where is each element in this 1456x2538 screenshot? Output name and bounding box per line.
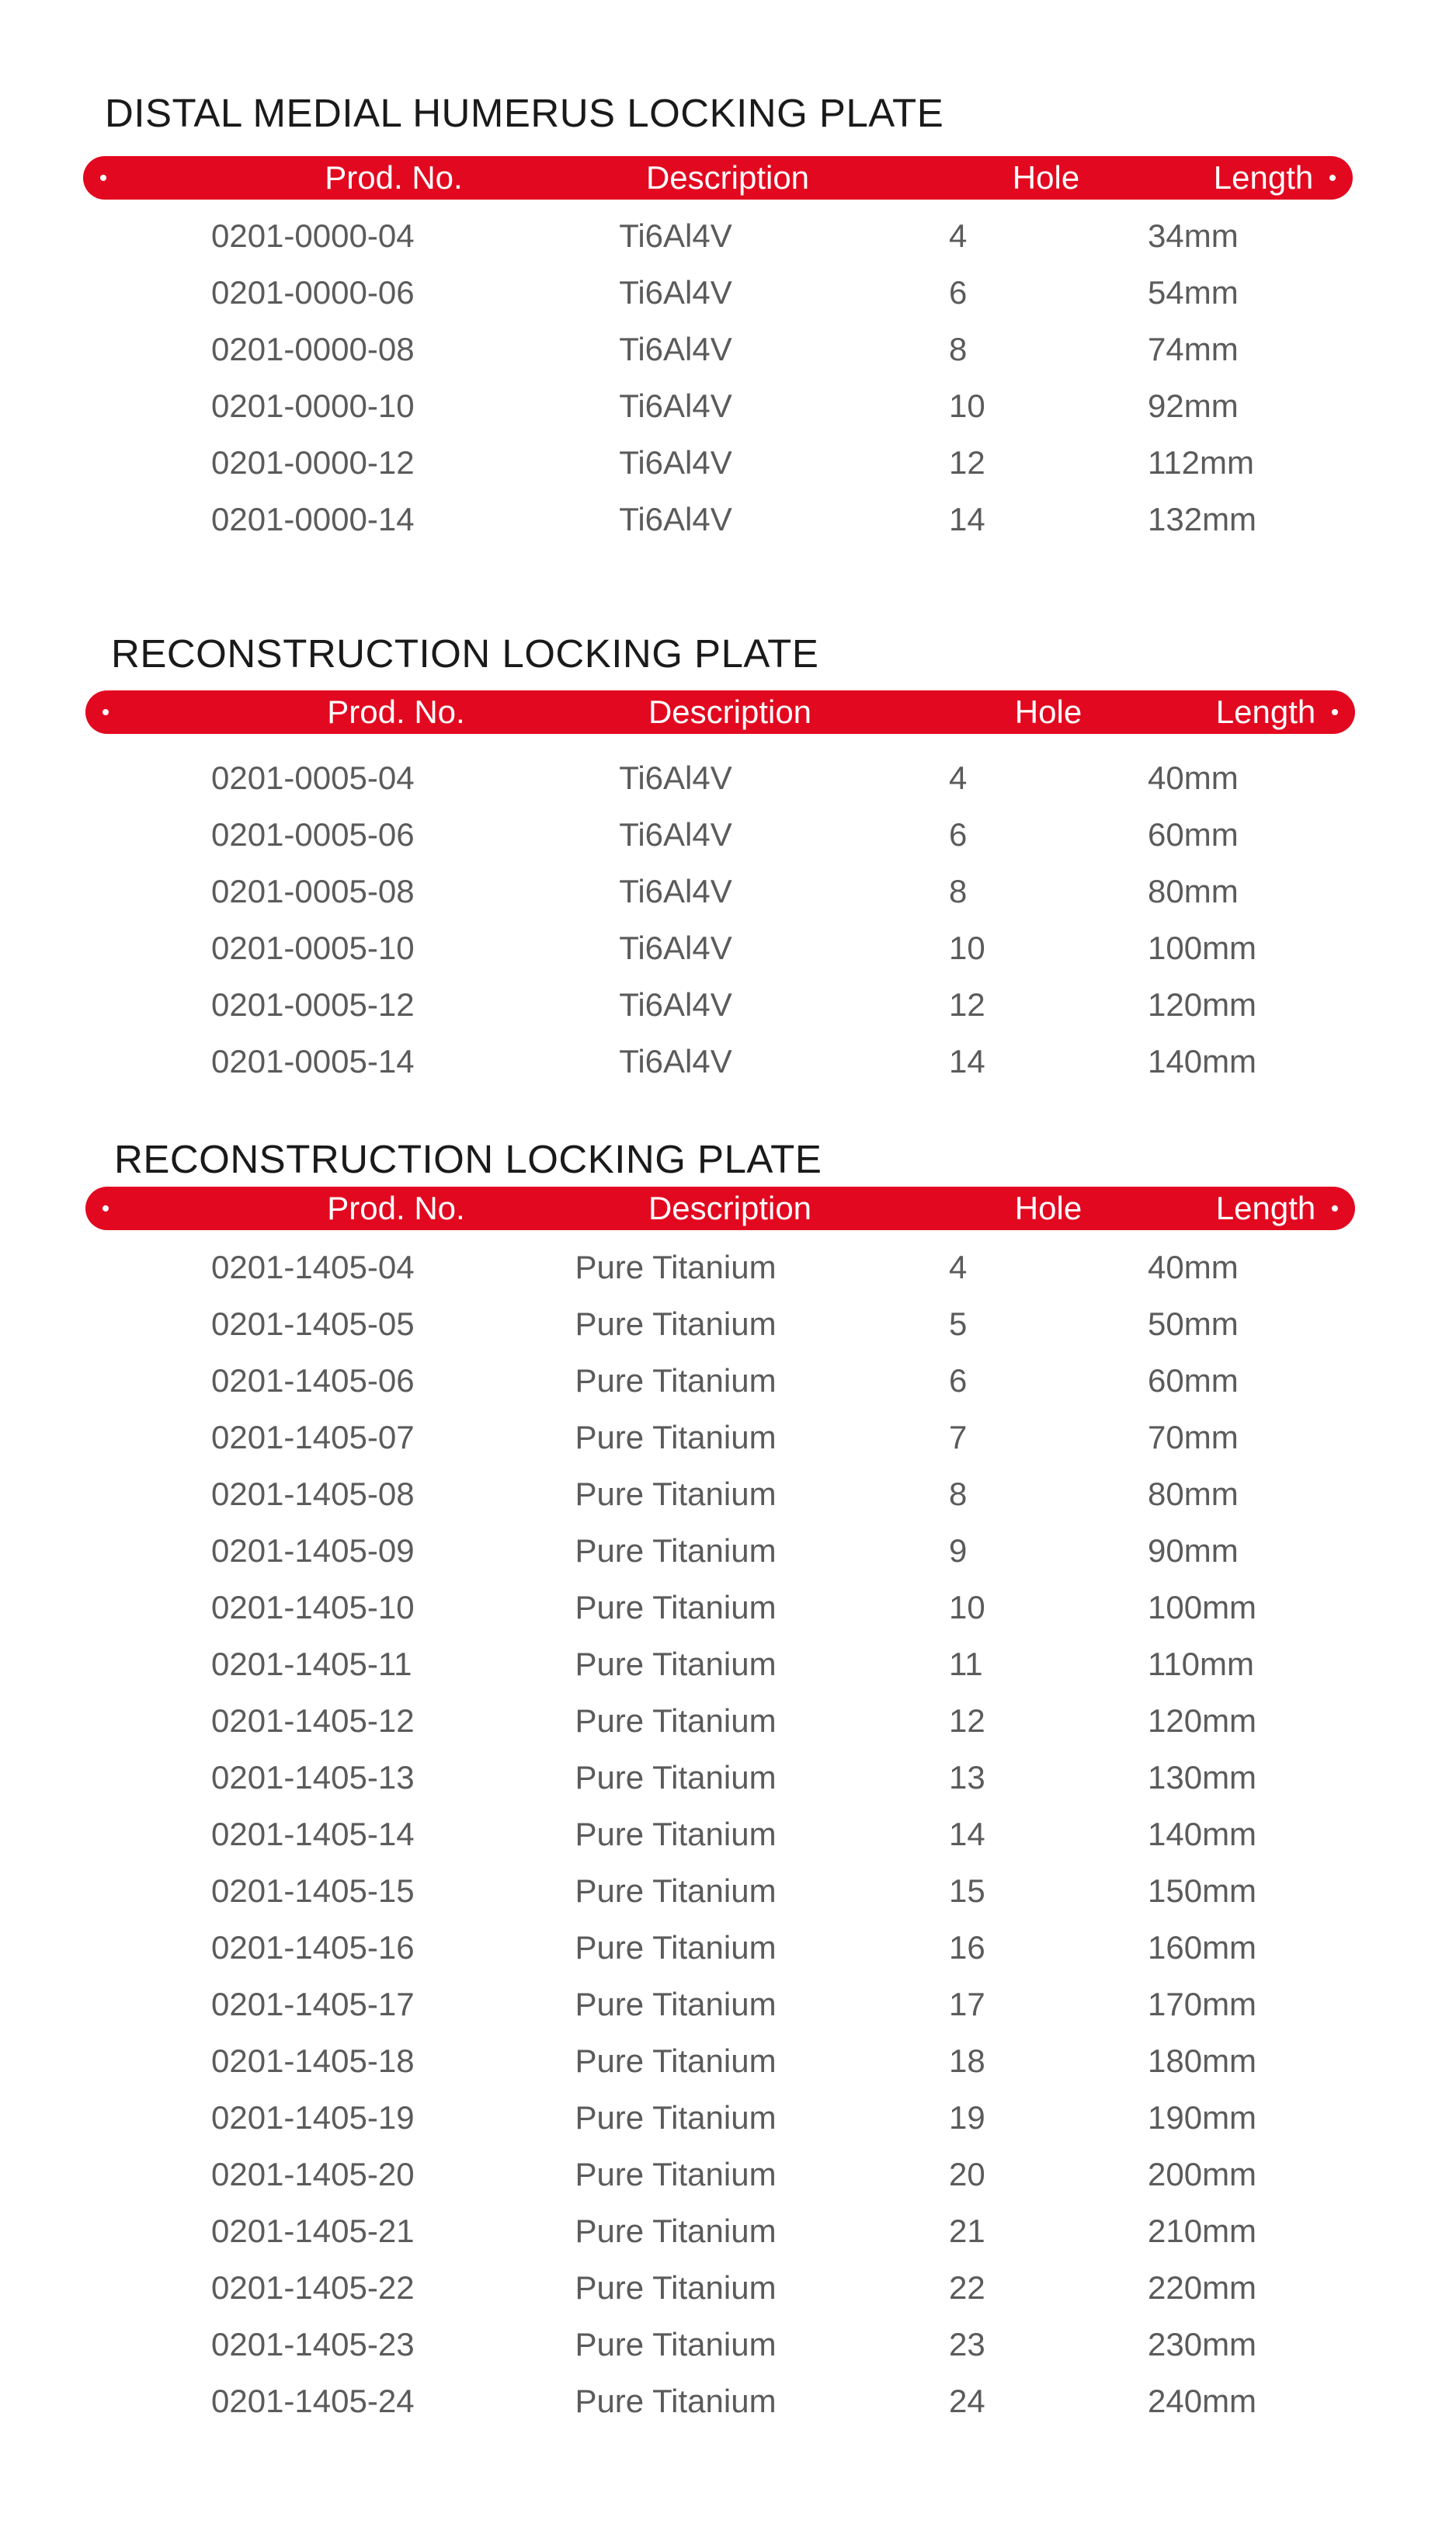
cell-prod-no: 0201-1405-24 (211, 2383, 415, 2419)
cell-description: Pure Titanium (575, 2043, 777, 2079)
table-row (0, 1976, 1456, 2032)
cell-prod-no: 0201-1405-07 (211, 1419, 415, 1455)
cell-prod-no: 0201-0005-04 (211, 760, 415, 796)
header-dot-right (1332, 709, 1338, 715)
table-header (85, 1187, 1355, 1230)
section-title: RECONSTRUCTION LOCKING PLATE (114, 1137, 822, 1181)
header-dot-left (103, 1205, 109, 1212)
cell-description: Ti6Al4V (619, 274, 732, 311)
table-row (0, 2259, 1456, 2316)
table-row (0, 1033, 1456, 1090)
cell-hole: 13 (949, 1759, 985, 1796)
section-title: RECONSTRUCTION LOCKING PLATE (111, 631, 819, 676)
cell-prod-no: 0201-0000-08 (211, 331, 415, 367)
cell-length: 150mm (1148, 1872, 1257, 1909)
cell-description: Pure Titanium (575, 2213, 777, 2249)
cell-length: 34mm (1148, 217, 1239, 254)
cell-prod-no: 0201-0005-08 (211, 873, 415, 909)
cell-length: 200mm (1148, 2156, 1257, 2192)
cell-hole: 10 (949, 388, 985, 424)
cell-hole: 11 (949, 1646, 983, 1682)
table-row (0, 1522, 1456, 1579)
cell-length: 54mm (1148, 274, 1239, 311)
cell-hole: 15 (949, 1872, 985, 1909)
cell-hole: 8 (949, 873, 968, 909)
cell-description: Pure Titanium (575, 1589, 777, 1625)
cell-hole: 16 (949, 1929, 985, 1966)
section-title: DISTAL MEDIAL HUMERUS LOCKING PLATE (105, 91, 944, 135)
header-dot-left (103, 709, 109, 715)
cell-prod-no: 0201-1405-19 (211, 2099, 415, 2136)
table-row (0, 2373, 1456, 2429)
cell-description: Ti6Al4V (619, 1043, 732, 1080)
cell-length: 80mm (1148, 873, 1239, 909)
cell-description: Pure Titanium (575, 1816, 777, 1852)
table-row (0, 1465, 1456, 1522)
header-description: Description (648, 694, 812, 730)
cell-prod-no: 0201-1405-23 (211, 2326, 415, 2362)
header-description: Description (648, 1190, 812, 1226)
cell-prod-no: 0201-1405-16 (211, 1929, 415, 1966)
table-row (0, 2316, 1456, 2373)
cell-hole: 5 (949, 1306, 968, 1342)
cell-prod-no: 0201-1405-17 (211, 1986, 415, 2022)
cell-length: 220mm (1148, 2269, 1257, 2306)
cell-length: 180mm (1148, 2043, 1257, 2079)
cell-prod-no: 0201-0005-14 (211, 1043, 415, 1080)
cell-prod-no: 0201-0005-06 (211, 816, 415, 853)
table-row (0, 264, 1456, 321)
cell-description: Pure Titanium (575, 1929, 777, 1966)
header-description: Description (645, 159, 810, 196)
cell-prod-no: 0201-1405-14 (211, 1816, 415, 1852)
table-row (0, 1352, 1456, 1409)
cell-hole: 9 (949, 1532, 968, 1569)
header-length: Length (1215, 1190, 1316, 1226)
cell-hole: 7 (949, 1419, 968, 1455)
cell-description: Pure Titanium (575, 1646, 777, 1682)
cell-description: Pure Titanium (575, 1476, 777, 1512)
cell-length: 130mm (1148, 1759, 1257, 1796)
cell-length: 100mm (1148, 930, 1257, 966)
header-dot-left (100, 175, 106, 181)
cell-prod-no: 0201-0000-14 (211, 501, 415, 537)
table-row (0, 434, 1456, 491)
table-row (0, 1409, 1456, 1465)
cell-prod-no: 0201-1405-20 (211, 2156, 415, 2192)
cell-prod-no: 0201-1405-21 (211, 2213, 415, 2249)
cell-hole: 18 (949, 2043, 985, 2079)
header-dot-right (1329, 175, 1336, 181)
cell-length: 92mm (1148, 388, 1239, 424)
cell-prod-no: 0201-1405-04 (211, 1249, 415, 1285)
cell-hole: 6 (949, 1362, 968, 1399)
cell-length: 80mm (1148, 1476, 1239, 1512)
cell-hole: 23 (949, 2326, 985, 2362)
header-prod-no: Prod. No. (325, 159, 463, 196)
cell-description: Ti6Al4V (619, 873, 732, 909)
table-row (0, 2089, 1456, 2146)
header-prod-no: Prod. No. (327, 1190, 465, 1226)
header-dot-right (1332, 1205, 1338, 1212)
cell-prod-no: 0201-0005-10 (211, 930, 415, 966)
cell-description: Ti6Al4V (619, 217, 732, 254)
cell-description: Ti6Al4V (619, 986, 732, 1023)
cell-length: 240mm (1148, 2383, 1257, 2419)
cell-hole: 17 (949, 1986, 985, 2022)
cell-length: 90mm (1148, 1532, 1239, 1569)
table-row (0, 1579, 1456, 1636)
cell-prod-no: 0201-1405-12 (211, 1702, 415, 1739)
cell-length: 40mm (1148, 760, 1239, 796)
header-prod-no: Prod. No. (327, 694, 465, 730)
table-row (0, 1295, 1456, 1352)
cell-description: Ti6Al4V (619, 816, 732, 853)
cell-length: 210mm (1148, 2213, 1257, 2249)
cell-hole: 14 (949, 501, 985, 537)
cell-length: 40mm (1148, 1249, 1239, 1285)
cell-description: Pure Titanium (575, 2326, 777, 2362)
cell-hole: 12 (949, 1702, 985, 1739)
cell-length: 120mm (1148, 1702, 1257, 1739)
cell-length: 110mm (1148, 1646, 1254, 1682)
cell-hole: 12 (949, 986, 985, 1023)
cell-description: Pure Titanium (575, 2156, 777, 2192)
cell-prod-no: 0201-0005-12 (211, 986, 415, 1023)
cell-hole: 14 (949, 1043, 985, 1080)
cell-length: 132mm (1148, 501, 1257, 537)
cell-hole: 14 (949, 1816, 985, 1852)
cell-length: 60mm (1148, 816, 1239, 853)
cell-hole: 4 (949, 1249, 968, 1285)
cell-hole: 4 (949, 760, 968, 796)
cell-description: Pure Titanium (575, 2383, 777, 2419)
cell-description: Pure Titanium (575, 1986, 777, 2022)
cell-length: 112mm (1148, 444, 1254, 481)
cell-description: Pure Titanium (575, 1759, 777, 1796)
cell-hole: 10 (949, 930, 985, 966)
cell-length: 100mm (1148, 1589, 1257, 1625)
cell-length: 170mm (1148, 1986, 1257, 2022)
cell-length: 190mm (1148, 2099, 1257, 2136)
header-hole: Hole (1014, 694, 1082, 730)
table-row (0, 2146, 1456, 2202)
table-row (0, 321, 1456, 377)
cell-description: Pure Titanium (575, 1532, 777, 1569)
table-row (0, 1239, 1456, 1295)
cell-hole: 10 (949, 1589, 985, 1625)
cell-prod-no: 0201-1405-15 (211, 1872, 415, 1909)
cell-hole: 6 (949, 274, 968, 311)
cell-hole: 21 (949, 2213, 985, 2249)
cell-description: Pure Titanium (575, 1362, 777, 1399)
cell-description: Ti6Al4V (619, 501, 732, 537)
cell-hole: 24 (949, 2383, 985, 2419)
table-row (0, 806, 1456, 863)
cell-hole: 8 (949, 1476, 968, 1512)
table-header (83, 156, 1353, 200)
table-row (0, 1749, 1456, 1806)
cell-prod-no: 0201-1405-05 (211, 1306, 415, 1342)
cell-length: 140mm (1148, 1816, 1257, 1852)
table-row (0, 207, 1456, 264)
cell-length: 140mm (1148, 1043, 1257, 1080)
cell-length: 70mm (1148, 1419, 1239, 1455)
table-row (0, 1919, 1456, 1976)
cell-prod-no: 0201-1405-09 (211, 1532, 415, 1569)
cell-description: Ti6Al4V (619, 930, 732, 966)
cell-description: Ti6Al4V (619, 444, 732, 481)
cell-description: Ti6Al4V (619, 760, 732, 796)
cell-description: Pure Titanium (575, 1306, 777, 1342)
cell-prod-no: 0201-1405-10 (211, 1589, 415, 1625)
cell-hole: 22 (949, 2269, 985, 2306)
cell-hole: 6 (949, 816, 968, 853)
cell-hole: 8 (949, 331, 968, 367)
cell-description: Ti6Al4V (619, 388, 732, 424)
table-row (0, 377, 1456, 434)
cell-prod-no: 0201-1405-06 (211, 1362, 415, 1399)
cell-hole: 20 (949, 2156, 985, 2192)
cell-prod-no: 0201-0000-12 (211, 444, 415, 481)
cell-description: Pure Titanium (575, 1419, 777, 1455)
cell-description: Pure Titanium (575, 1702, 777, 1739)
cell-length: 230mm (1148, 2326, 1257, 2362)
table-row (0, 1692, 1456, 1749)
cell-description: Pure Titanium (575, 2099, 777, 2136)
cell-prod-no: 0201-0000-04 (211, 217, 415, 254)
cell-prod-no: 0201-1405-08 (211, 1476, 415, 1512)
cell-prod-no: 0201-1405-11 (211, 1646, 412, 1682)
cell-hole: 12 (949, 444, 985, 481)
cell-length: 50mm (1148, 1306, 1239, 1342)
cell-description: Pure Titanium (575, 2269, 777, 2306)
cell-length: 160mm (1148, 1929, 1257, 1966)
cell-length: 60mm (1148, 1362, 1239, 1399)
table-row (0, 2202, 1456, 2259)
header-length: Length (1215, 694, 1316, 730)
header-hole: Hole (1012, 159, 1080, 196)
cell-prod-no: 0201-1405-22 (211, 2269, 415, 2306)
table-row (0, 976, 1456, 1033)
table-row (0, 920, 1456, 976)
header-length: Length (1213, 159, 1314, 196)
cell-prod-no: 0201-1405-13 (211, 1759, 415, 1796)
cell-length: 120mm (1148, 986, 1257, 1023)
cell-prod-no: 0201-1405-18 (211, 2043, 415, 2079)
table-row (0, 2032, 1456, 2089)
cell-description: Pure Titanium (575, 1872, 777, 1909)
table-row (0, 1636, 1456, 1692)
table-row (0, 863, 1456, 920)
table-row (0, 749, 1456, 806)
cell-hole: 19 (949, 2099, 985, 2136)
cell-prod-no: 0201-0000-10 (211, 388, 415, 424)
table-row (0, 1862, 1456, 1919)
cell-prod-no: 0201-0000-06 (211, 274, 415, 311)
cell-description: Ti6Al4V (619, 331, 732, 367)
table-row (0, 1806, 1456, 1862)
cell-description: Pure Titanium (575, 1249, 777, 1285)
cell-hole: 4 (949, 217, 968, 254)
cell-length: 74mm (1148, 331, 1239, 367)
header-hole: Hole (1014, 1190, 1082, 1226)
table-header (85, 690, 1355, 734)
table-row (0, 491, 1456, 548)
